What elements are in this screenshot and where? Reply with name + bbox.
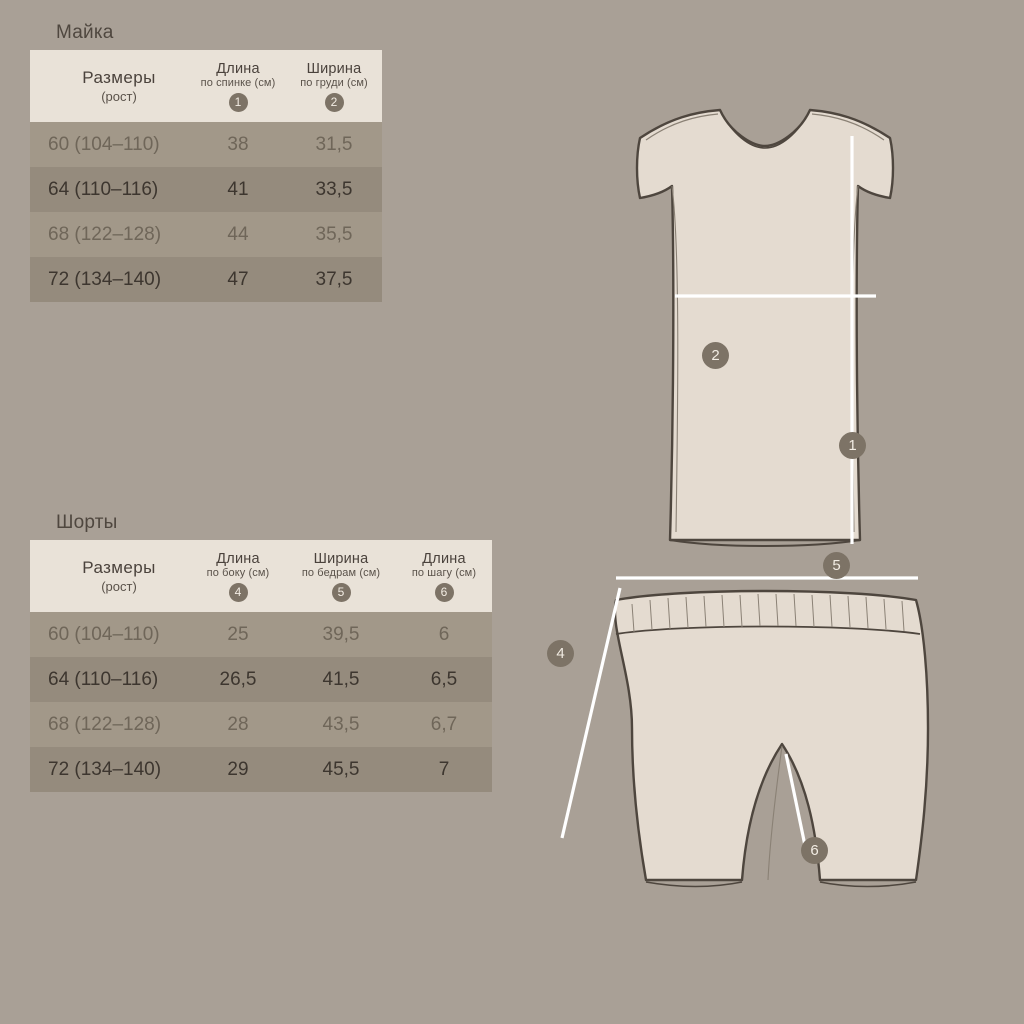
header-column-inseam <box>396 540 492 612</box>
header-size-line1: Размеры <box>82 68 156 87</box>
cell-value: 33,5 <box>286 167 382 212</box>
shorts-size-table <box>30 540 492 792</box>
measure-line-side-length <box>562 588 620 838</box>
cell-size: 72 (134–140) <box>30 257 190 302</box>
header-size-label <box>30 540 190 612</box>
marker-5: 5 <box>823 552 850 579</box>
cell-value: 45,5 <box>286 747 396 792</box>
garment-svg <box>520 70 1010 970</box>
table-row <box>30 212 382 257</box>
header-column-length <box>190 50 286 122</box>
header-col-line1: Ширина <box>306 60 362 77</box>
cell-value: 6,7 <box>396 702 492 747</box>
cell-value: 41 <box>190 167 286 212</box>
header-col-line2: по шагу (см) <box>411 566 477 579</box>
header-col-line2: по боку (см) <box>206 566 270 579</box>
marker-4: 4 <box>547 640 574 667</box>
cell-size: 72 (134–140) <box>30 747 190 792</box>
header-column-side-length <box>190 540 286 612</box>
cell-value: 6,5 <box>396 657 492 702</box>
table-row <box>30 747 492 792</box>
badge-icon-4: 4 <box>229 583 248 602</box>
cell-value: 28 <box>190 702 286 747</box>
cell-value: 47 <box>190 257 286 302</box>
badge-icon-6: 6 <box>435 583 454 602</box>
header-column-hip-width <box>286 540 396 612</box>
table-header-row <box>30 540 492 612</box>
shorts-drawing <box>615 591 928 887</box>
badge-icon-1: 1 <box>229 93 248 112</box>
garment-illustration <box>520 70 1010 970</box>
cell-size: 68 (122–128) <box>30 212 190 257</box>
cell-value: 41,5 <box>286 657 396 702</box>
header-col-line1: Длина <box>216 550 260 567</box>
table-row <box>30 167 382 212</box>
cell-value: 29 <box>190 747 286 792</box>
table-row <box>30 612 492 657</box>
header-col-line1: Ширина <box>313 550 369 567</box>
cell-value: 6 <box>396 612 492 657</box>
header-col-line2: по груди (см) <box>300 76 368 89</box>
header-col-line2: по бедрам (см) <box>301 566 381 579</box>
tank-top-drawing <box>637 110 893 546</box>
marker-2: 2 <box>702 342 729 369</box>
cell-value: 39,5 <box>286 612 396 657</box>
tank-top-title: Майка <box>56 22 114 43</box>
cell-size: 68 (122–128) <box>30 702 190 747</box>
cell-value: 26,5 <box>190 657 286 702</box>
header-col-line1: Длина <box>422 550 466 567</box>
header-col-line1: Длина <box>216 60 260 77</box>
table-row <box>30 702 492 747</box>
header-col-line2: по спинке (см) <box>200 76 276 89</box>
cell-value: 35,5 <box>286 212 382 257</box>
cell-value: 43,5 <box>286 702 396 747</box>
cell-value: 25 <box>190 612 286 657</box>
cell-value: 7 <box>396 747 492 792</box>
cell-size: 60 (104–110) <box>30 122 190 167</box>
table-row <box>30 257 382 302</box>
cell-size: 64 (110–116) <box>30 657 190 702</box>
header-size-label <box>30 50 190 122</box>
table-row <box>30 657 492 702</box>
marker-6: 6 <box>801 837 828 864</box>
shorts-title: Шорты <box>56 512 118 533</box>
header-column-width <box>286 50 382 122</box>
cell-size: 64 (110–116) <box>30 167 190 212</box>
cell-value: 31,5 <box>286 122 382 167</box>
shorts-table-block <box>30 512 492 792</box>
table-header-row <box>30 50 382 122</box>
cell-value: 38 <box>190 122 286 167</box>
cell-value: 44 <box>190 212 286 257</box>
table-row <box>30 122 382 167</box>
header-size-line1: Размеры <box>82 558 156 577</box>
badge-icon-2: 2 <box>325 93 344 112</box>
tank-top-size-table <box>30 50 382 302</box>
header-size-line2: (рост) <box>101 579 137 594</box>
marker-1: 1 <box>839 432 866 459</box>
cell-value: 37,5 <box>286 257 382 302</box>
header-size-line2: (рост) <box>101 89 137 104</box>
badge-icon-5: 5 <box>332 583 351 602</box>
tank-top-table-block <box>30 22 382 302</box>
cell-size: 60 (104–110) <box>30 612 190 657</box>
